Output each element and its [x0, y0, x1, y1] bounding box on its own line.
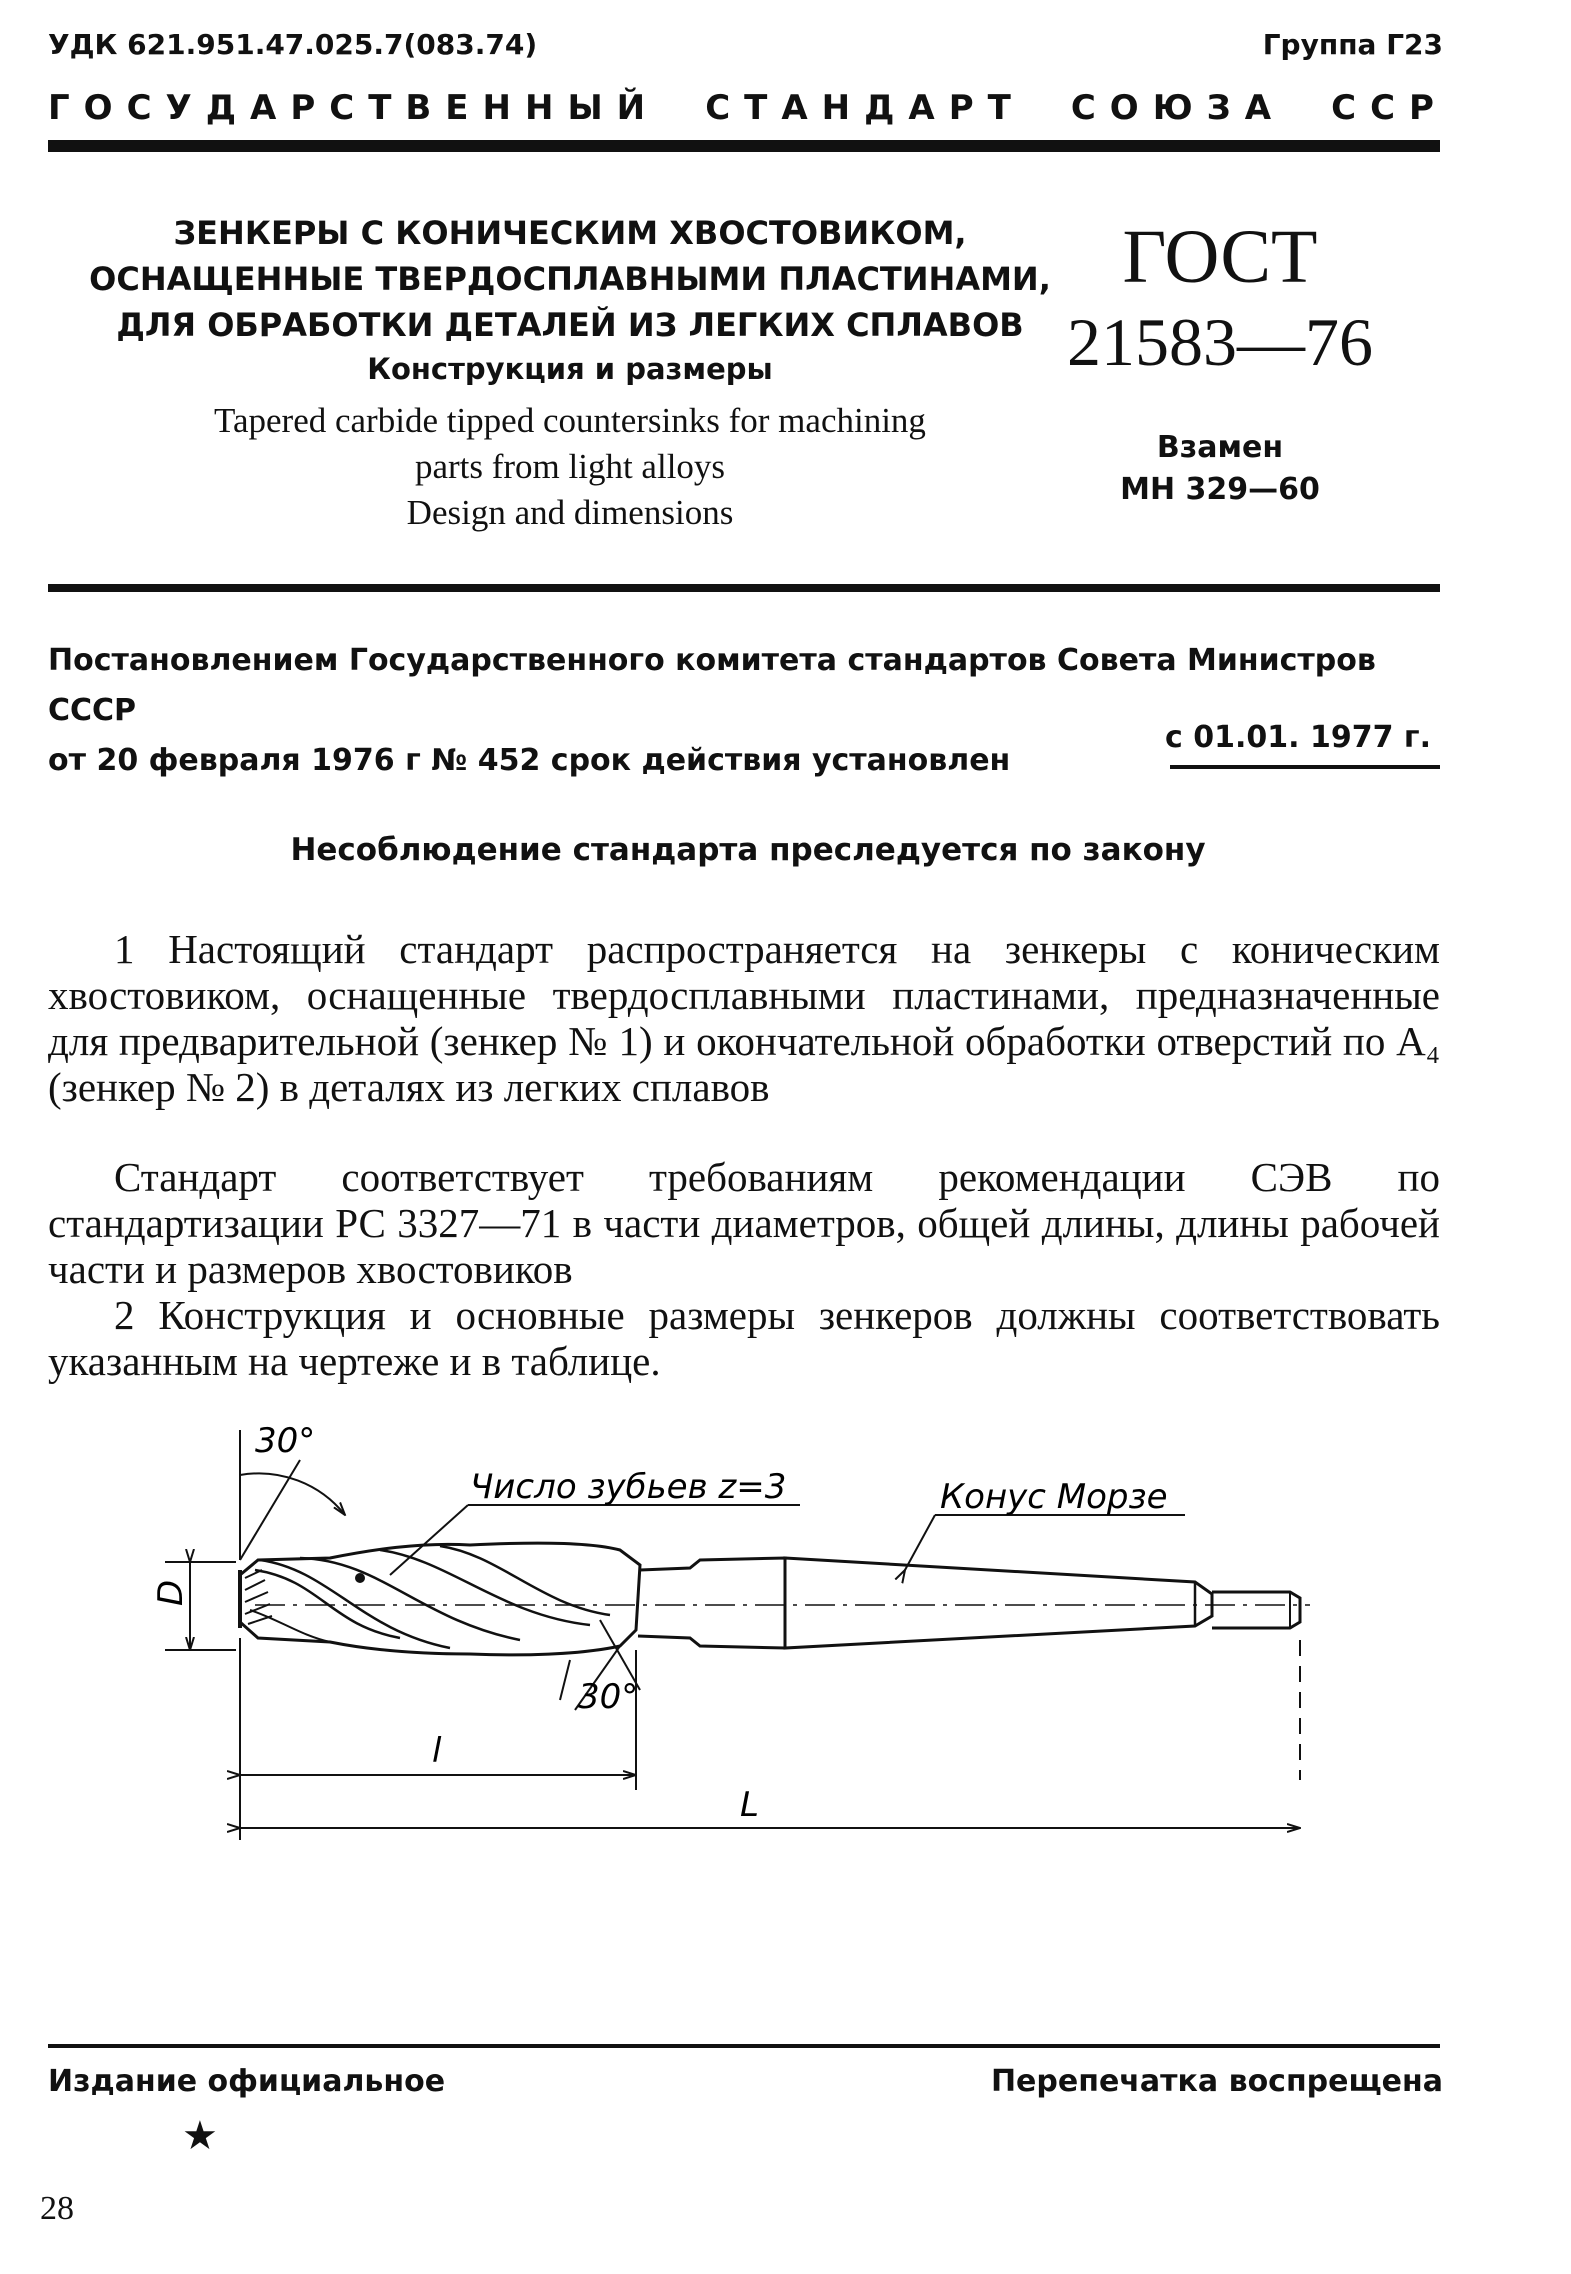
- gost-label: ГОСТ: [1122, 215, 1318, 299]
- reprint-prohibited-label: Перепечатка воспрещена: [990, 2064, 1443, 2099]
- flute-2: [260, 1560, 450, 1648]
- paragraph-1: [48, 926, 1440, 1110]
- teeth-count-label: Число зубьев z=3: [470, 1467, 787, 1507]
- morse-taper: [785, 1558, 1212, 1648]
- angle-bottom-label: 30°: [578, 1677, 639, 1717]
- diameter-label: D: [151, 1579, 191, 1606]
- flute-dot: [355, 1573, 365, 1583]
- effective-date-underline: [1170, 765, 1440, 769]
- title-line-3: ДЛЯ ОБРАБОТКИ ДЕТАЛЕЙ ИЗ ЛЕГКИХ СПЛАВОВ: [116, 306, 1024, 344]
- state-standard-banner: [48, 88, 1448, 128]
- page-number: 28: [40, 2190, 74, 2227]
- paragraph-3-text: 2 Конструкция и основные размеры зенкеров должны соответствовать указанным на чертеже и в таблице.: [48, 1292, 1440, 1384]
- angle-top-arc: [240, 1473, 345, 1515]
- title-russian: [70, 210, 1070, 348]
- udc-code: УДК 621.951.47.025.7(083.74): [48, 28, 538, 61]
- banner-word-3: СОЮЗА: [1070, 88, 1286, 128]
- paragraph-1-text: 1 Настоящий стандарт распространяется на зенкеры с коническим хвостовиком, оснащенные твердосплавными пластинами, предназначенные для предварительной (зенкер № 1) и окончательной обработки отверстий по A₄ (зенкер № 2) в деталях из легких сплавов: [48, 926, 1440, 1110]
- taper-leader: [905, 1515, 935, 1570]
- total-length-label: L: [740, 1785, 759, 1825]
- paragraph-3: [48, 1292, 1440, 1384]
- official-edition-label: Издание официальное: [48, 2064, 446, 2099]
- replaces-label: Взамен: [1156, 430, 1284, 465]
- banner-word-4: ССР: [1331, 88, 1448, 128]
- tang: [1212, 1592, 1300, 1628]
- paragraph-2: [48, 1154, 1440, 1292]
- paragraph-2-text: Стандарт соответствует требованиям рекомендации СЭВ по стандартизации РС 3327—71 в части диаметров, общей длины, длины рабочей части и размеров хвостовиков: [48, 1154, 1440, 1292]
- morse-taper-label: Конус Морзе: [940, 1477, 1168, 1517]
- title-divider: [48, 584, 1440, 592]
- angle-top-label: 30°: [255, 1421, 316, 1461]
- legal-warning: Несоблюдение стандарта преследуется по закону: [290, 832, 1206, 868]
- footer-divider: [48, 2044, 1440, 2048]
- replaces-value: МН 329—60: [1120, 472, 1320, 507]
- group-code: Группа Г23: [1262, 28, 1443, 61]
- title-line-2: ОСНАЩЕННЫЕ ТВЕРДОСПЛАВНЫМИ ПЛАСТИНАМИ,: [89, 260, 1051, 298]
- banner-word-1: ГОСУДАРСТВЕННЫЙ: [48, 88, 660, 128]
- decree-line-2: от 20 февраля 1976 г № 452 срок действия установлен: [48, 743, 1011, 778]
- title-english: [70, 398, 1070, 536]
- decree-line-1: Постановлением Государственного комитета стандартов Совета Министров СССР: [48, 643, 1376, 728]
- banner-word-2: СТАНДАРТ: [705, 88, 1025, 128]
- header-divider: [48, 140, 1440, 152]
- carbide-insert-hatch: [245, 1570, 272, 1624]
- flute-3: [300, 1558, 520, 1640]
- title-en-line-3: Design and dimensions: [406, 493, 734, 532]
- neck: [638, 1558, 785, 1648]
- working-part-outline: [240, 1543, 640, 1655]
- decree-text: [48, 636, 1448, 786]
- title-en-line-2: parts from light alloys: [414, 447, 726, 486]
- star-icon: ★: [182, 2113, 218, 2158]
- effective-date: с 01.01. 1977 г.: [1165, 720, 1431, 755]
- working-length-label: l: [432, 1731, 442, 1771]
- title-en-line-1: Tapered carbide tipped countersinks for machining: [214, 401, 926, 440]
- gost-number: 21583—76: [1067, 304, 1373, 380]
- countersink-drawing: [0, 1410, 1571, 1880]
- title-line-1: ЗЕНКЕРЫ С КОНИЧЕСКИМ ХВОСТОВИКОМ,: [173, 214, 967, 252]
- subtitle-russian: Конструкция и размеры: [367, 352, 773, 386]
